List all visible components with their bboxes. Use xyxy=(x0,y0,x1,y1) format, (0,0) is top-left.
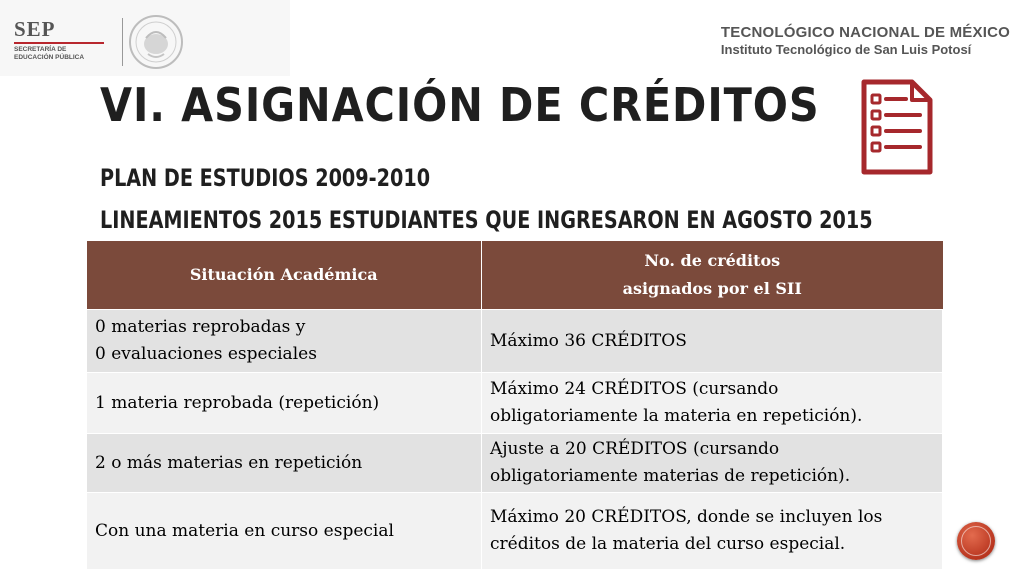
sep-logo xyxy=(14,18,114,62)
credits-cell xyxy=(482,310,943,373)
situation-cell xyxy=(87,310,482,373)
sep-logo-subtitle-2: EDUCACIÓN PÚBLICA xyxy=(14,54,85,61)
situation-cell xyxy=(87,373,482,434)
situation-text: Con una materia en curso especial xyxy=(95,520,394,541)
institution-name xyxy=(721,24,1010,58)
situation-text: 2 o más materias en repetición xyxy=(95,452,363,473)
credits-text: Máximo 20 CRÉDITOS, donde se incluyen los xyxy=(490,507,883,527)
credits-cell xyxy=(482,493,943,570)
credits-text: obligatoriamente materias de repetición). xyxy=(490,466,851,486)
credits-text: Máximo 36 CRÉDITOS xyxy=(490,330,687,351)
sep-logo-subtitle-1: SECRETARÍA DE xyxy=(14,46,67,53)
table-row xyxy=(87,373,943,434)
checklist-document-icon xyxy=(856,78,936,178)
table-row xyxy=(87,434,943,493)
logo-divider xyxy=(122,18,123,66)
header-creditos xyxy=(482,241,943,310)
credits-cell xyxy=(482,373,943,434)
credits-text: créditos de la materia del curso especial. xyxy=(490,534,846,554)
header-creditos-line-1: No. de créditos xyxy=(644,251,781,270)
credits-text: obligatoriamente la materia en repetición). xyxy=(490,406,863,426)
institution-line-1: TECNOLÓGICO NACIONAL DE MÉXICO xyxy=(720,24,1010,41)
table-row xyxy=(87,310,943,373)
header-logos xyxy=(0,0,290,76)
institution-line-2: Instituto Tecnológico de San Luis Potosí xyxy=(720,42,972,57)
header-situacion: Situación Académica xyxy=(87,241,482,310)
situation-text: 1 materia reprobada (repetición) xyxy=(95,392,380,413)
table-row xyxy=(87,493,943,570)
situation-text: 0 evaluaciones especiales xyxy=(95,344,317,364)
credits-table xyxy=(86,241,943,570)
header-creditos-line-2: asignados por el SII xyxy=(622,279,802,298)
credits-text: Máximo 24 CRÉDITOS (cursando xyxy=(490,379,779,399)
situation-cell xyxy=(87,434,482,493)
credits-cell xyxy=(482,434,943,493)
sep-logo-name: SEP xyxy=(14,17,56,41)
credits-text: Ajuste a 20 CRÉDITOS (cursando xyxy=(490,439,780,459)
situation-text: 0 materias reprobadas y xyxy=(95,317,306,337)
mexico-seal-icon xyxy=(128,14,184,70)
sep-logo-rule xyxy=(14,42,104,44)
next-slide-button-icon[interactable] xyxy=(957,522,995,560)
slide-title: VI. ASIGNACIÓN DE CRÉDITOS xyxy=(100,78,820,132)
table-header-row xyxy=(87,241,943,310)
slide-subtitle-guidelines: LINEAMIENTOS 2015 ESTUDIANTES QUE INGRESARON EN AGOSTO 2015 xyxy=(100,206,873,234)
situation-cell xyxy=(87,493,482,570)
slide-subtitle-plan: PLAN DE ESTUDIOS 2009-2010 xyxy=(100,164,431,192)
